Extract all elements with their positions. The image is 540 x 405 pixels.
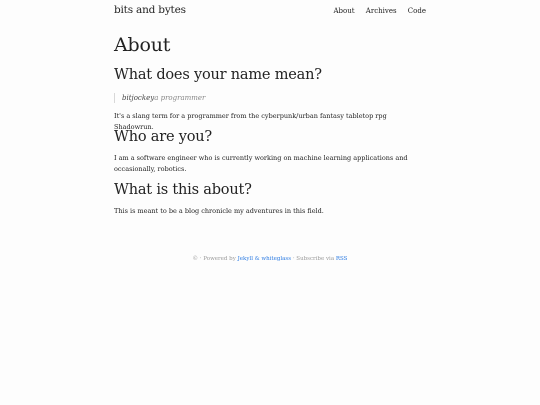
site-footer <box>0 256 540 262</box>
section-body-what-is-this: This is meant to be a blog chronicle my adventures in this field. <box>114 207 324 215</box>
footer-rss-link[interactable]: RSS <box>335 256 348 262</box>
nav-link-archives[interactable]: Archives <box>365 7 397 15</box>
footer-engine-link[interactable]: Jekyll & whiteglass <box>237 256 292 262</box>
site-nav <box>324 7 426 15</box>
section-body-name-meaning: It's a slang term for a programmer from the cyberpunk/urban fantasy tabletop rpg Shadowrun. <box>114 112 387 131</box>
nav-link-code[interactable]: Code <box>407 7 426 15</box>
nav-link-about[interactable]: About <box>333 7 355 15</box>
section-heading-who-are-you: Who are you? <box>114 129 212 145</box>
section-heading-what-is-this: What is this about? <box>114 182 252 198</box>
site-header <box>114 0 426 24</box>
quote-term: bitjockey <box>122 94 155 102</box>
quote-definition: a programmer <box>154 94 206 102</box>
section-body-who-are-you: I am a software engineer who is currently working on machine learning applications and occasionally, robotics. <box>114 154 408 173</box>
footer-prefix: © · Powered by <box>192 256 236 262</box>
page-title: About <box>114 34 171 56</box>
section-heading-name-meaning: What does your name mean? <box>114 67 322 83</box>
site-title[interactable]: bits and bytes <box>114 4 186 16</box>
footer-middle: · Subscribe via <box>292 256 335 262</box>
definition-quote <box>114 93 205 103</box>
page-wrapper <box>114 0 426 215</box>
